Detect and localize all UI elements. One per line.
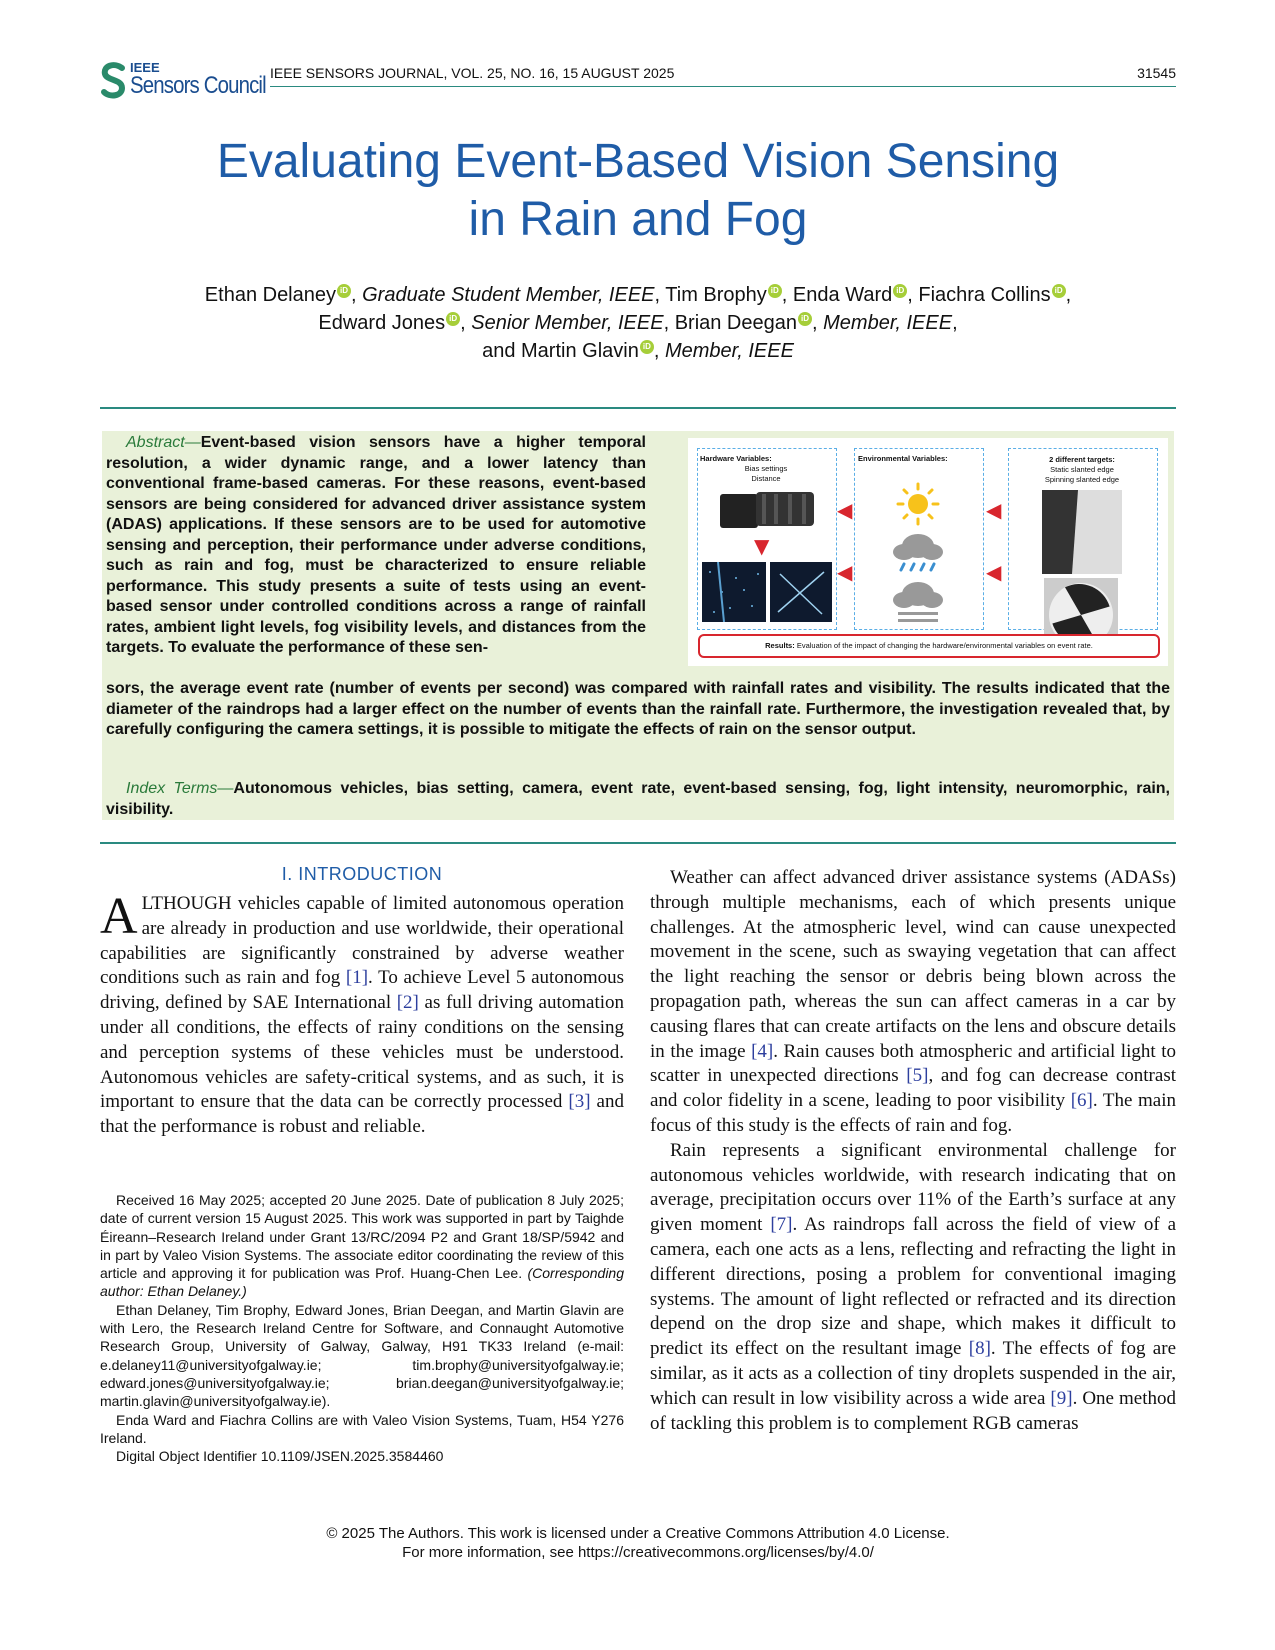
citation-link[interactable]: [1] (345, 967, 369, 989)
abstract-text-part1 (106, 433, 646, 659)
author-name: Ethan Delaney (204, 284, 336, 306)
intro-paragraph-1 (100, 888, 624, 1140)
footnote-received (100, 1191, 624, 1301)
author-name: and Martin Glavin (482, 340, 639, 362)
body-text: . The effects of fog are similar, as it acts as a collection of tiny droplets suspended in the air, which can result in low visibility across a wide area (650, 1338, 1177, 1409)
right-column-text (650, 866, 1176, 1436)
author-name: Edward Jones (318, 312, 446, 334)
ieee-sensors-council-logo (100, 60, 266, 102)
env-title: Environmental Variables: (858, 454, 948, 463)
footnote-affiliation-1: Ethan Delaney, Tim Brophy, Edward Jones, Brian Deegan, and Martin Glavin are with Lero, the Research Ireland Centre for Software, and Connaught Automotive Research Group, University of Galway, Galway, H91 TK33 Ireland (e-mail: e.delaney11@universityofgalway.ie; tim.brophy@universityofgalway.ie; edward.jones@universityofgalway.ie; brian.deegan@universityofgalway.ie; martin.glavin@universityofgalway.ie). (100, 1301, 624, 1410)
sun-icon (896, 482, 940, 526)
citation-link[interactable]: [6] (1070, 1090, 1093, 1112)
author-name: Tim Brophy (665, 284, 767, 306)
event-output-image-1 (702, 562, 766, 622)
citation-link[interactable]: [5] (906, 1065, 929, 1087)
index-terms-label: Index Terms— (126, 780, 234, 797)
section-title: INTRODUCTION (298, 864, 443, 884)
author-line-3: and Martin Glavin iD , Member, IEEE (482, 340, 794, 362)
logo-ieee-text: IEEE (130, 60, 160, 75)
citation-link[interactable]: [7] (770, 1214, 793, 1236)
fog-cloud-icon (890, 580, 946, 626)
left-arrow-icon: ◀ (837, 498, 853, 522)
index-terms (106, 779, 1170, 820)
hw-item-1: Bias settings (744, 464, 788, 473)
citation-link[interactable]: [4] (751, 1040, 774, 1062)
orcid-icon[interactable]: iD (1052, 284, 1066, 298)
down-arrow-icon: ▼ (754, 534, 770, 558)
section-number: I. (281, 864, 293, 884)
results-box (698, 634, 1160, 658)
targets-item-1: Static slanted edge (1050, 465, 1114, 474)
abstract-label: Abstract— (126, 434, 201, 451)
static-slanted-edge-target (1042, 490, 1122, 574)
author-list (100, 281, 1176, 365)
body-text: . Rain causes both atmospheric and artificial light to scatter in unexpected directions (650, 1040, 1176, 1087)
footnotes (100, 1191, 624, 1465)
event-camera-icon (718, 486, 818, 534)
abstract-bottom-rule (100, 842, 1176, 844)
graphical-abstract-figure (688, 438, 1168, 666)
author-role: Member, IEEE (664, 340, 794, 362)
orcid-icon[interactable]: iD (893, 284, 907, 298)
left-arrow-icon: ◀ (837, 560, 853, 584)
orcid-icon[interactable]: iD (798, 312, 812, 326)
event-output-image-2 (770, 562, 832, 622)
index-terms-text: Autonomous vehicles, bias setting, camera, event rate, event-based sensing, fog, light intensity, neuromorphic, rain, visibility. (106, 780, 1171, 818)
citation-link[interactable]: [8] (968, 1338, 991, 1360)
left-arrow-icon: ◀ (986, 498, 1002, 522)
abstract-top-rule (100, 407, 1176, 409)
corresponding-author: (Corresponding author: Ethan Delaney.) (100, 1265, 624, 1300)
citation-link[interactable]: [3] (568, 1091, 591, 1113)
author-line-2: Edward Jones iD , Senior Member, IEEE, Brian Deegan iD , Member, IEEE, (318, 312, 958, 334)
intro-text: and that the performance is robust and reliable. (100, 1091, 624, 1138)
body-text: . One method of tackling this problem is to complement RGB cameras (650, 1387, 1176, 1434)
footnote-affiliation-2: Enda Ward and Fiachra Collins are with Valeo Vision Systems, Tuam, H54 Y276 Ireland. (100, 1411, 624, 1446)
paper-title (100, 133, 1176, 249)
logo-sensors-council-text: Sensors Council (130, 72, 266, 99)
rain-cloud-icon (890, 530, 946, 578)
footnote-doi: Digital Object Identifier 10.1109/JSEN.2025.3584460 (116, 1448, 444, 1465)
targets-item-2: Spinning slanted edge (1044, 475, 1120, 484)
author-line-1: Ethan Delaney iD , Graduate Student Member, IEEE, Tim Brophy iD , Enda Ward iD , Fiachra Collins iD , (204, 284, 1072, 306)
body-text: , and fog can decrease contrast and color fidelity in a scene, leading to poor visibility (650, 1065, 1176, 1112)
orcid-icon[interactable]: iD (337, 284, 351, 298)
paragraph-weather (650, 866, 1176, 1139)
targets-title: 2 different targets: (1049, 455, 1115, 464)
page-number: 31545 (1137, 65, 1176, 81)
orcid-icon[interactable]: iD (446, 312, 460, 326)
author-name: Brian Deegan (674, 312, 797, 334)
author-name: Fiachra Collins (918, 284, 1051, 306)
title-line-2: in Rain and Fog (468, 193, 808, 246)
intro-text: as full driving automation under all conditions, the effects of rainy conditions on the sensing and perception systems of these vehicles must be understood. Autonomous vehicles are safety-critical systems, and as such, it is important to ensure that the data can be correctly processed (100, 992, 624, 1113)
license-link[interactable]: For more information, see https://creativecommons.org/licenses/by/4.0/ (402, 1544, 874, 1561)
author-role: Member, IEEE (823, 312, 953, 334)
abstract-text-part2: sors, the average event rate (number of events per second) was compared with rainfall rates and visibility. The results indicated that the diameter of the raindrops had a larger effect on the number of events than the rainfall rate. Furthermore, the investigation revealed that, by carefully configuring the camera settings, it is possible to mitigate the effects of rain on the sensor output. (106, 680, 1170, 738)
citation-link[interactable]: [9] (1050, 1387, 1073, 1409)
paragraph-rain (650, 1139, 1176, 1437)
logo-s-icon (100, 62, 128, 100)
results-text: Evaluation of the impact of changing the hardware/environmental variables on event rate. (796, 641, 1093, 650)
left-arrow-icon: ◀ (986, 560, 1002, 584)
citation-link[interactable]: [2] (396, 992, 419, 1014)
hw-item-2: Distance (751, 474, 781, 483)
title-line-1: Evaluating Event-Based Vision Sensing (216, 135, 1060, 188)
body-text: . The main focus of this study is the effects of rain and fog. (650, 1090, 1176, 1136)
orcid-icon[interactable]: iD (768, 284, 782, 298)
drop-cap: A (100, 888, 138, 945)
body-text: Rain represents a significant environmental challenge for autonomous vehicles worldwide, with research indicating that on average, precipitation occurs over 11% of the Earth’s surface at any given moment (650, 1139, 1176, 1236)
results-label: Results: (765, 641, 795, 650)
body-text: Weather can affect advanced driver assistance systems (ADASs) through multiple mechanisms, each of which presents unique challenges. At the atmospheric level, wind can cause unexpected movement in the scene, such as swaying vegetation that can affect the light reaching the sensor or debris being blown across the propagation path, whereas the sun can affect cameras in a car by causing flares that can create artifacts on the lens and obscure details in the image (650, 867, 1176, 1062)
footnote-text: Received 16 May 2025; accepted 20 June 2025. Date of publication 8 July 2025; date of current version 15 August 2025. This work was supported in part by Taighde Éireann–Research Ireland under Grant 13/RC/2094 P2 and Grant 18/SP/5942 and in part by Valeo Vision Systems. The associate editor coordinating the review of this article and approving it for publication was Prof. Huang-Chen Lee. (100, 1192, 624, 1282)
orcid-icon[interactable]: iD (640, 340, 654, 354)
hw-title: Hardware Variables: (700, 454, 772, 463)
intro-text: . To achieve Level 5 autonomous driving, defined by SAE International (100, 967, 624, 1014)
abstract-body-1: Event-based vision sensors have a higher temporal resolution, a wider dynamic range, and a lower latency than conventional frame-based cameras. For these reasons, event-based sensors are being considered for advanced driver assistance system (ADAS) applications. If these sensors are to be used for automotive sensing and perception, their performance under adverse conditions, such as rain and fog, must be characterized to ensure reliable performance. This study presents a suite of tests using an event-based sensor under controlled conditions across a range of rainfall rates, ambient light levels, fog visibility levels, and distances from the targets. To evaluate the performance of these sen- (106, 434, 646, 656)
intro-text: LTHOUGH vehicles capable of limited autonomous operation are already in production and use worldwide, their operational capabilities are significantly constrained by adverse weather conditions such as rain and fog (100, 893, 624, 989)
journal-header: IEEE SENSORS JOURNAL, VOL. 25, NO. 16, 15 AUGUST 2025 (270, 65, 675, 81)
author-name: Enda Ward (792, 284, 893, 306)
author-role: Senior Member, IEEE (471, 312, 664, 334)
header-rule (270, 86, 1176, 87)
body-text: . As raindrops fall across the field of view of a camera, each one acts as a lens, reflecting and refracting the light in different directions, posing a problem for conventional imaging systems. The amount of light reflected or refracted and its direction depend on the drop size and shape, which makes it difficult to predict its effect on the resultant image (650, 1214, 1176, 1360)
section-heading-introduction (100, 864, 624, 885)
license-line-1: © 2025 The Authors. This work is licensed under a Creative Commons Attribution 4.0 License. (326, 1525, 950, 1542)
license-notice (100, 1524, 1176, 1562)
results-caption (700, 641, 1158, 650)
author-role: Graduate Student Member, IEEE (362, 284, 655, 306)
